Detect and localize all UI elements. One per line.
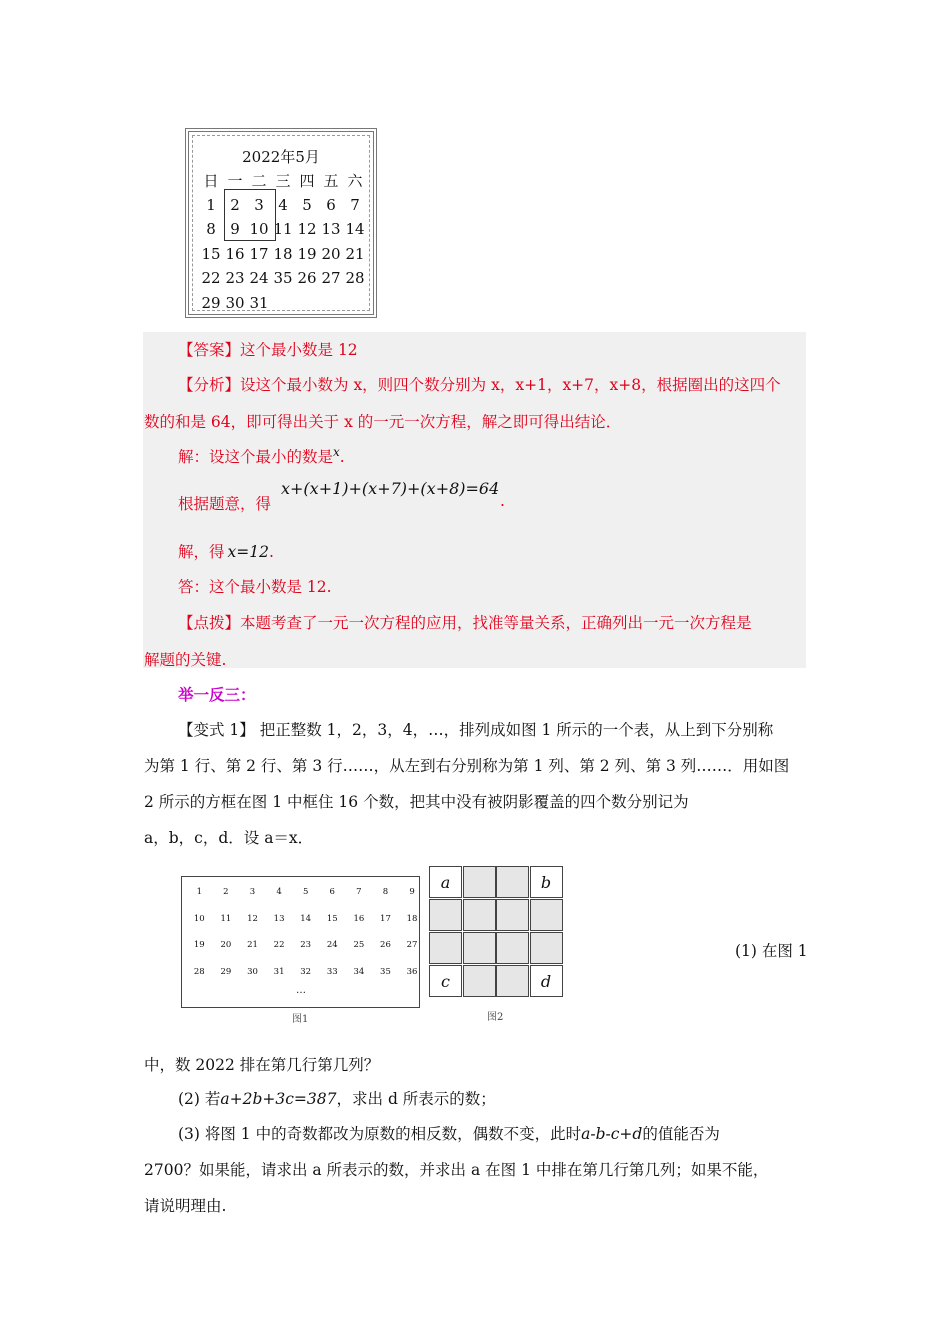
figure-1-cell: 7	[356, 887, 362, 897]
figure-1-cell: 4	[276, 887, 282, 897]
question-1-start: (1) 在图 1	[735, 942, 808, 960]
calendar-day: 35	[273, 269, 293, 288]
figure-1-cell: 32	[300, 966, 312, 977]
question-2-end: ，求出 d 所表示的数；	[336, 1090, 496, 1108]
calendar-week-row	[199, 242, 367, 267]
calendar-day: 23	[225, 269, 245, 288]
calendar-selection-box	[224, 189, 276, 241]
figure-1-cell: 3	[249, 887, 256, 897]
weekday: 二	[251, 171, 267, 190]
figure-1-cell: 21	[247, 940, 258, 950]
calendar-day: 17	[249, 244, 269, 263]
analysis-line-2: 数的和是 64，即可得出关于 x 的一元一次方程，解之即可得出结论．	[144, 413, 622, 431]
solve-line-1	[178, 445, 345, 467]
figure-2-cell-b: b	[530, 866, 563, 898]
figure-1-cell: 34	[353, 966, 365, 977]
calendar-day: 6	[326, 195, 336, 214]
calendar-day: 27	[321, 269, 341, 288]
figure-2-cell-c: c	[429, 965, 462, 997]
calendar-day: 11	[273, 220, 293, 239]
question-3-line-2: 2700？如果能，请求出 a 所表示的数，并求出 a 在图 1 中排在第几行第几列；如果不能，	[144, 1161, 769, 1179]
weekday: 五	[323, 171, 339, 190]
calendar-day: 22	[201, 269, 221, 288]
figure-1-cell: 29	[220, 966, 232, 977]
calendar-day: 10	[249, 220, 269, 239]
calendar-day: 14	[345, 220, 365, 239]
calendar-day: 20	[321, 244, 341, 263]
figure-1-cell: 10	[193, 913, 205, 924]
figure-1-cell: 25	[353, 940, 365, 950]
calendar-day: 9	[230, 220, 240, 239]
figure-1-caption: 图1	[292, 1014, 309, 1025]
calendar-day: 7	[350, 195, 360, 214]
figure-1-row	[186, 914, 425, 924]
question-3-line-3: 请说明理由.	[144, 1197, 227, 1215]
calendar-week-row	[199, 266, 367, 291]
figure-2-shaded-cell	[463, 932, 496, 964]
figure-1-cell: 15	[326, 913, 338, 924]
solve-end-1: .	[339, 448, 345, 467]
figure-1-cell: 20	[220, 940, 232, 950]
solve-end-3: .	[268, 543, 274, 561]
figure-1-cell: 8	[382, 887, 389, 897]
figure-1-cell: 17	[380, 913, 391, 924]
figure-1-cell: 2	[223, 887, 229, 897]
weekday: 四	[299, 171, 315, 190]
calendar-day: 15	[201, 244, 221, 263]
calendar-day: 16	[225, 244, 245, 263]
figure-1-row	[186, 887, 425, 897]
weekday: 六	[347, 171, 363, 190]
solve-text-2: 根据题意，得	[178, 495, 272, 513]
figure-1-cell: 30	[247, 966, 258, 977]
figure-2-shaded-cell	[463, 965, 496, 997]
calendar-day: 1	[206, 195, 216, 214]
calendar-figure	[185, 128, 377, 318]
solve-line-3	[178, 540, 274, 562]
figure-1-cell: 14	[300, 913, 312, 924]
question-3-expression: a-b-c+d	[581, 1125, 643, 1143]
tip-line-1	[178, 611, 752, 633]
tip-line-2: 解题的关键.	[144, 651, 227, 669]
figure-2-shaded-cell	[496, 899, 529, 931]
figure-1-cell: 31	[273, 966, 285, 977]
weekday: 一	[227, 171, 243, 190]
figure-1-cell: 6	[329, 887, 335, 897]
calendar-day: 30	[225, 293, 245, 312]
variant-heading: 举一反三：	[178, 685, 256, 704]
calendar-day: 31	[249, 293, 269, 312]
figure-2-shaded-cell	[463, 866, 496, 898]
calendar-title: 2022年5月	[242, 148, 320, 166]
solution: x=12	[227, 543, 269, 561]
figure-2-shaded-cell	[530, 932, 563, 964]
figure-2-cell-d: d	[530, 965, 563, 997]
variant-line-2: 为第 1 行、第 2 行、第 3 行……，从左到右分别称为第 1 列、第 2 列、第 3 列……．用如图	[144, 757, 790, 775]
figure-1-cell: 9	[409, 887, 415, 897]
calendar-day: 21	[345, 244, 365, 263]
calendar-day: 29	[201, 293, 221, 312]
figure-2-cell-a: a	[429, 866, 462, 898]
figure-2-shaded-cell	[496, 932, 529, 964]
calendar-day: 13	[321, 220, 341, 239]
figure-1-cell: 1	[196, 887, 202, 897]
calendar-day: 28	[345, 269, 365, 288]
variant-line-3: 2 所示的方框在图 1 中框住 16 个数，把其中没有被阴影覆盖的四个数分别记为	[144, 793, 689, 811]
tip-label: 【点拨】	[178, 614, 241, 632]
question-1-end: 中，数 2022 排在第几行第几列？	[144, 1056, 380, 1074]
figure-1-cell: 22	[273, 940, 285, 950]
figure-2-shaded-cell	[530, 899, 563, 931]
question-3-start: (3) 将图 1 中的奇数都改为原数的相反数，偶数不变，此时	[178, 1125, 582, 1143]
calendar-day: 19	[297, 244, 317, 263]
equation: x+(x+1)+(x+7)+(x+8)=64	[281, 479, 500, 498]
reply-line: 答：这个最小数是 12.	[178, 578, 332, 596]
figure-1-row	[186, 940, 425, 950]
solve-end-2: .	[500, 492, 505, 510]
figure-1-cell: 19	[193, 940, 205, 950]
figure-1-cell: 24	[326, 940, 338, 950]
calendar-day: 18	[273, 244, 293, 263]
calendar-day: 24	[249, 269, 269, 288]
tip-text-1: 本题考查了一元一次方程的应用，找准等量关系，正确列出一元一次方程是	[240, 614, 752, 632]
calendar-day: 12	[297, 220, 317, 239]
figure-1-ellipsis: …	[296, 985, 306, 996]
figure-1-cell: 18	[406, 913, 418, 924]
figure-1-cell: 12	[247, 913, 258, 924]
question-3	[178, 1122, 720, 1144]
analysis-line-1	[178, 373, 781, 395]
answer-text: 这个最小数是 12	[240, 341, 358, 359]
answer-label: 【答案】	[178, 341, 241, 359]
solve-variable: x	[333, 445, 340, 459]
question-3-end: 的值能否为	[642, 1125, 720, 1143]
figure-2-grid	[429, 866, 566, 999]
question-2	[178, 1087, 496, 1109]
figure-1-cell: 13	[273, 913, 285, 924]
figure-1-cell: 23	[300, 940, 312, 950]
figure-2-shaded-cell	[496, 965, 529, 997]
figure-2-caption: 图2	[487, 1012, 504, 1023]
figure-2-shaded-cell	[463, 899, 496, 931]
figure-2-shaded-cell	[496, 866, 529, 898]
figure-1-cell: 36	[406, 966, 418, 977]
figure-1-row	[186, 967, 425, 977]
calendar-day: 8	[206, 220, 216, 239]
variant-line-1: 【变式 1】 把正整数 1，2，3，4，…，排列成如图 1 所示的一个表，从上到下分别称	[178, 721, 774, 739]
figure-1-cell: 35	[380, 966, 391, 977]
variant-line-4: a，b，c，d．设 a＝x．	[144, 829, 314, 847]
calendar-week-row	[199, 291, 367, 316]
figure-1-table	[181, 876, 420, 1008]
question-2-expression: a+2b+3c=387	[220, 1090, 337, 1108]
analysis-text-1: 设这个最小数为 x，则四个数分别为 x，x+1，x+7，x+8，根据圈出的这四个	[240, 376, 781, 394]
calendar-day: 5	[302, 195, 312, 214]
answer-line	[178, 338, 358, 360]
solve-text-1: 解：设这个最小的数是	[178, 448, 334, 467]
figure-2-shaded-cell	[429, 899, 462, 931]
figure-1-cell: 28	[193, 966, 205, 977]
weekday: 三	[275, 171, 291, 190]
question-2-start: (2) 若	[178, 1090, 221, 1108]
figure-1-cell: 5	[302, 887, 309, 897]
analysis-label: 【分析】	[178, 376, 241, 394]
solve-text-3: 解，得	[178, 543, 225, 561]
calendar-day: 4	[278, 195, 288, 214]
figure-1-cell: 33	[326, 966, 338, 977]
calendar-day: 26	[297, 269, 317, 288]
figure-2-shaded-cell	[429, 932, 462, 964]
calendar-day: 2	[230, 195, 240, 214]
solve-line-2	[178, 492, 271, 514]
figure-1-cell: 16	[353, 913, 365, 924]
weekday: 日	[203, 171, 219, 190]
figure-1-cell: 11	[220, 913, 232, 924]
figure-1-cell: 27	[406, 940, 418, 950]
calendar-day: 3	[254, 195, 264, 214]
figure-1-cell: 26	[380, 940, 391, 950]
